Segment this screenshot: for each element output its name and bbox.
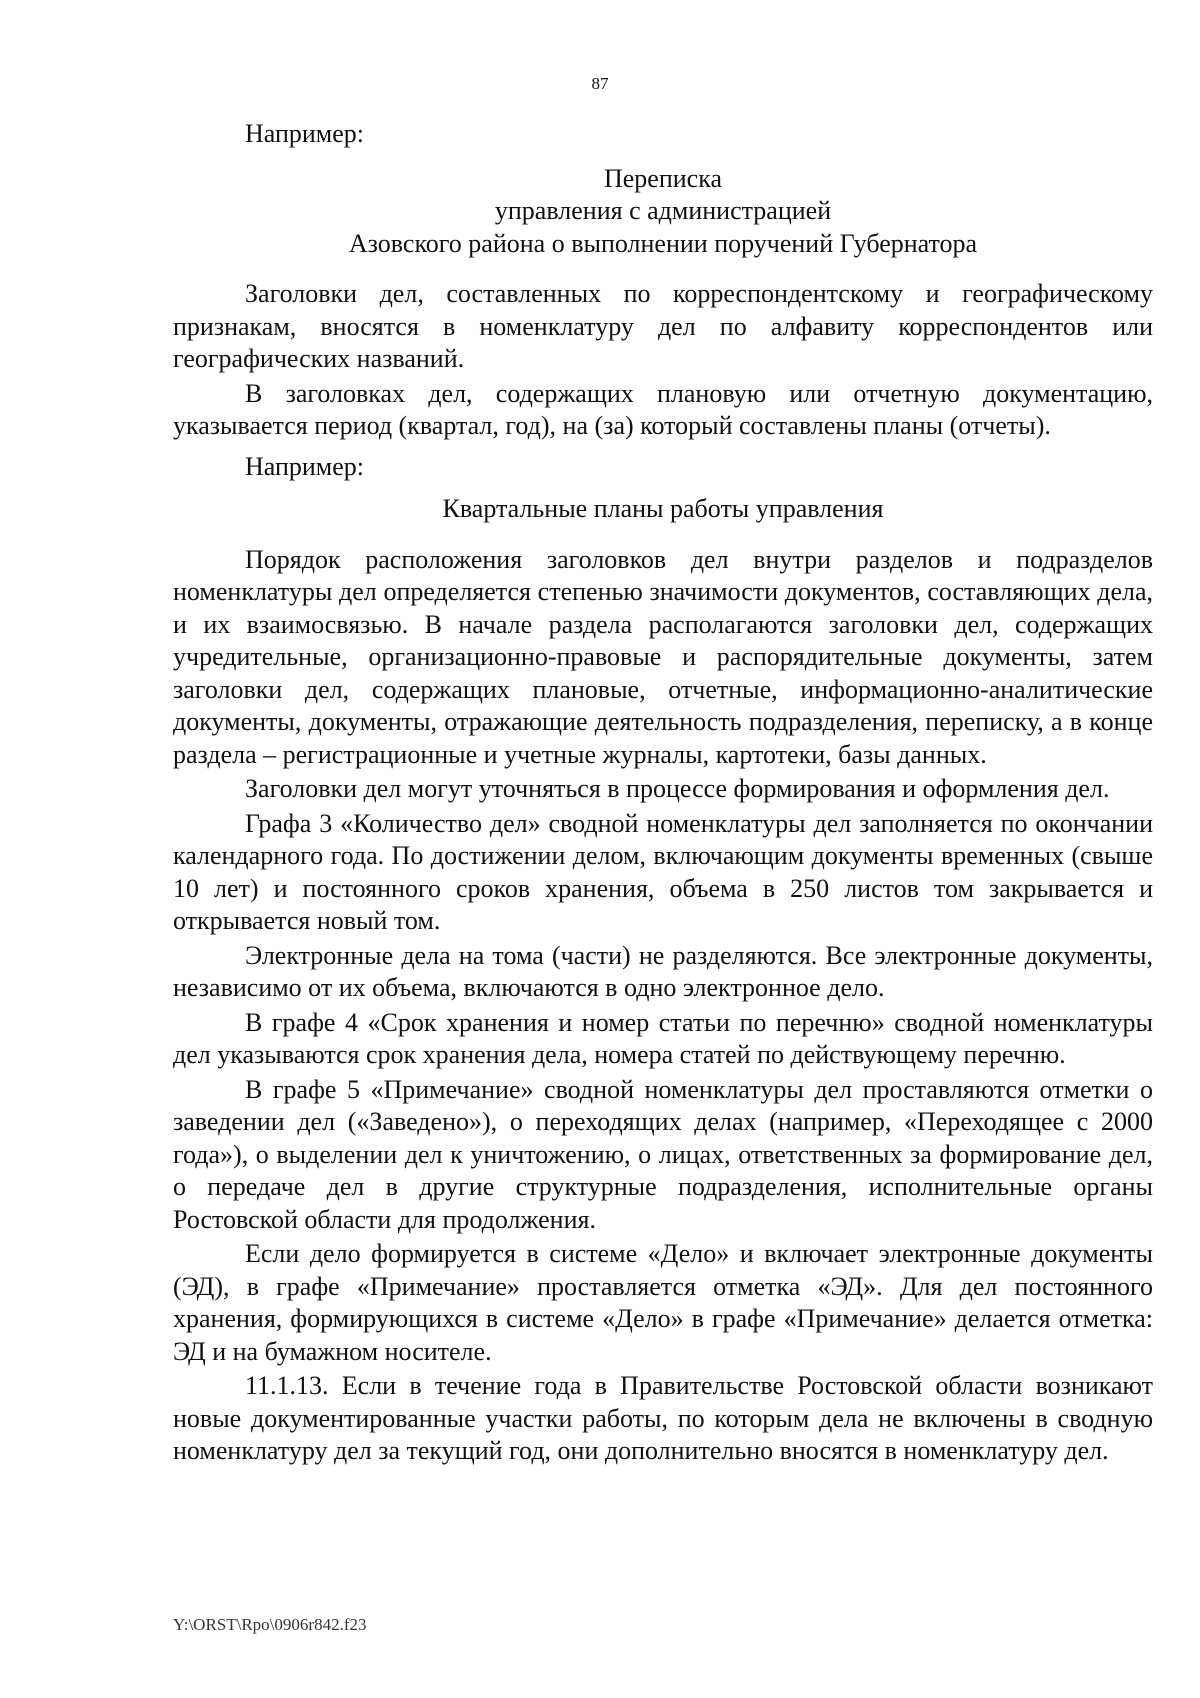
example-title: Квартальные планы работы управления (442, 494, 884, 523)
paragraph: Электронные дела на тома (части) не разделяются. Все электронные документы, независимо от их объема, включаются в одно электронное дело. (173, 940, 1153, 1002)
paragraph: Порядок расположения заголовков дел внутри разделов и подразделов номенклатуры дел определяется степенью значимости документов, составляющих дела, и их взаимосвязью. В начале раздела располагаются заголовки дел, содержащих учредительные, организационно-правовые и распорядительные документы, затем заголовки дел, содержащих плановые, отчетные, информационно-аналитические документы, документы, отражающие деятельность подразделения, переписку, а в конце раздела – регистрационные и учетные журналы, картотеки, базы данных. (173, 544, 1153, 769)
paragraph: Если дело формируется в системе «Дело» и включает электронные документы (ЭД), в графе «Примечание» проставляется отметка «ЭД». Для дел постоянного хранения, формирующихся в системе «Дело» в графе «Примечание» делается отметка: ЭД и на бумажном носителе. (173, 1239, 1153, 1366)
paragraph: В заголовках дел, содержащих плановую или отчетную документацию, указывается период (квартал, год), на (за) который составлены планы (отчеты). (173, 378, 1153, 440)
paragraph: В графе 4 «Срок хранения и номер статьи по перечню» сводной номенклатуры дел указываются срок хранения дела, номера статей по действующему перечню. (173, 1007, 1153, 1069)
example-title-line: Азовского района о выполнении поручений Губернатора (348, 228, 978, 258)
paragraph: Графа 3 «Количество дел» сводной номенклатуры дел заполняется по окончании календарного года. По достижении делом, включающим документы временных (свыше 10 лет) и постоянного сроков хранения, объема в 250 листов том закрывается и открывается новый том. (173, 808, 1153, 935)
example-title (173, 163, 1153, 261)
footer-file-path: Y:\ORST\Rpo\0906r842.f23 (173, 1615, 367, 1634)
paragraph: В графе 5 «Примечание» сводной номенклатуры дел проставляются отметки о заведении дел («Заведено»), о переходящих делах (например, «Переходящее с 2000 года»), о выделении дел к уничтожению, о лицах, ответственных за формирование дел, о передаче дел в другие структурные подразделения, исполнительные органы Ростовской области для продолжения. (173, 1074, 1153, 1234)
paragraph: Заголовки дел, составленных по корреспондентскому и географическому признакам, вносятся в номенклатуру дел по алфавиту корреспондентов или географических названий. (173, 279, 1153, 373)
document-body (173, 110, 1153, 1468)
example-label: Например: (245, 119, 365, 148)
example-title-line: управления с администрацией (494, 196, 832, 225)
page-number: 87 (591, 74, 609, 93)
paragraph: Заголовки дел могут уточняться в процессе формирования и оформления дел. (245, 774, 1110, 803)
example-title-line: Переписка (603, 163, 722, 193)
paragraph: 11.1.13. Если в течение года в Правительстве Ростовской области возникают новые документированные участки работы, по которым дела не включены в сводную номенклатуру дел за текущий год, они дополнительно вносятся в номенклатуру дел. (173, 1371, 1153, 1465)
example-label: Например: (245, 451, 365, 481)
